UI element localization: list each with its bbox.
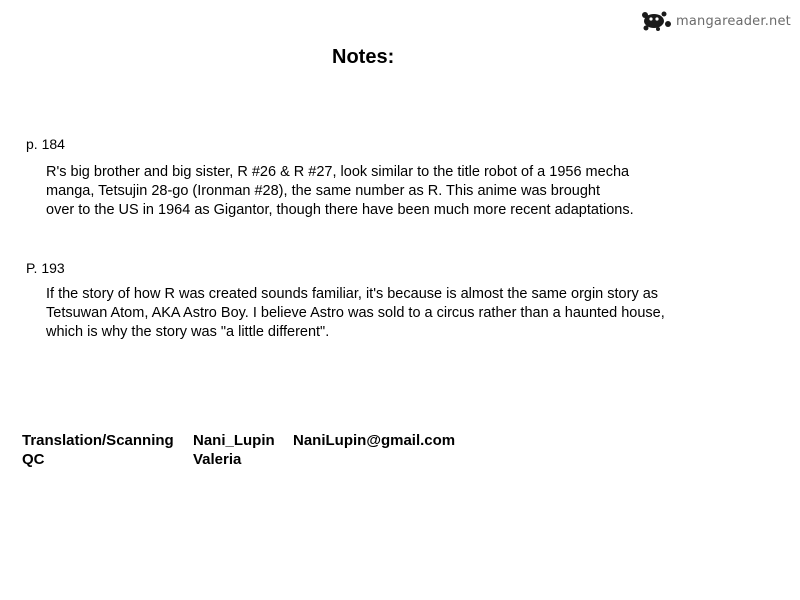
credit-name: Nani_Lupin <box>193 432 275 449</box>
credit-row <box>22 450 455 469</box>
credit-name: Valeria <box>193 451 242 468</box>
watermark-text: mangareader.net <box>676 13 791 29</box>
note-line: over to the US in 1964 as Gigantor, though there have been much more recent adaptations. <box>46 202 634 218</box>
note-line: If the story of how R was created sounds familiar, it's because is almost the same orgin story as <box>46 286 659 302</box>
note-line: R's big brother and big sister, R #26 & R #27, look similar to the title robot of a 1956 mecha <box>46 164 630 180</box>
note-body <box>46 163 766 220</box>
note-line: Tetsuwan Atom, AKA Astro Boy. I believe Astro was sold to a circus rather than a haunted house, <box>46 305 665 321</box>
credit-role: Translation/Scanning <box>22 432 174 449</box>
watermark <box>640 10 791 32</box>
credit-row <box>22 431 455 450</box>
note-body <box>46 285 766 342</box>
page-title: Notes: <box>332 46 395 68</box>
note-line: which is why the story was "a little different". <box>46 324 330 340</box>
note-page-label: P. 193 <box>26 260 65 276</box>
note-page-label: p. 184 <box>26 136 65 152</box>
inkblot-icon <box>640 10 674 32</box>
note-line: manga, Tetsujin 28-go (Ironman #28), the same number as R. This anime was brought <box>46 183 600 199</box>
credits <box>22 431 455 469</box>
credit-email: NaniLupin@gmail.com <box>293 432 456 449</box>
credit-role: QC <box>22 451 45 468</box>
